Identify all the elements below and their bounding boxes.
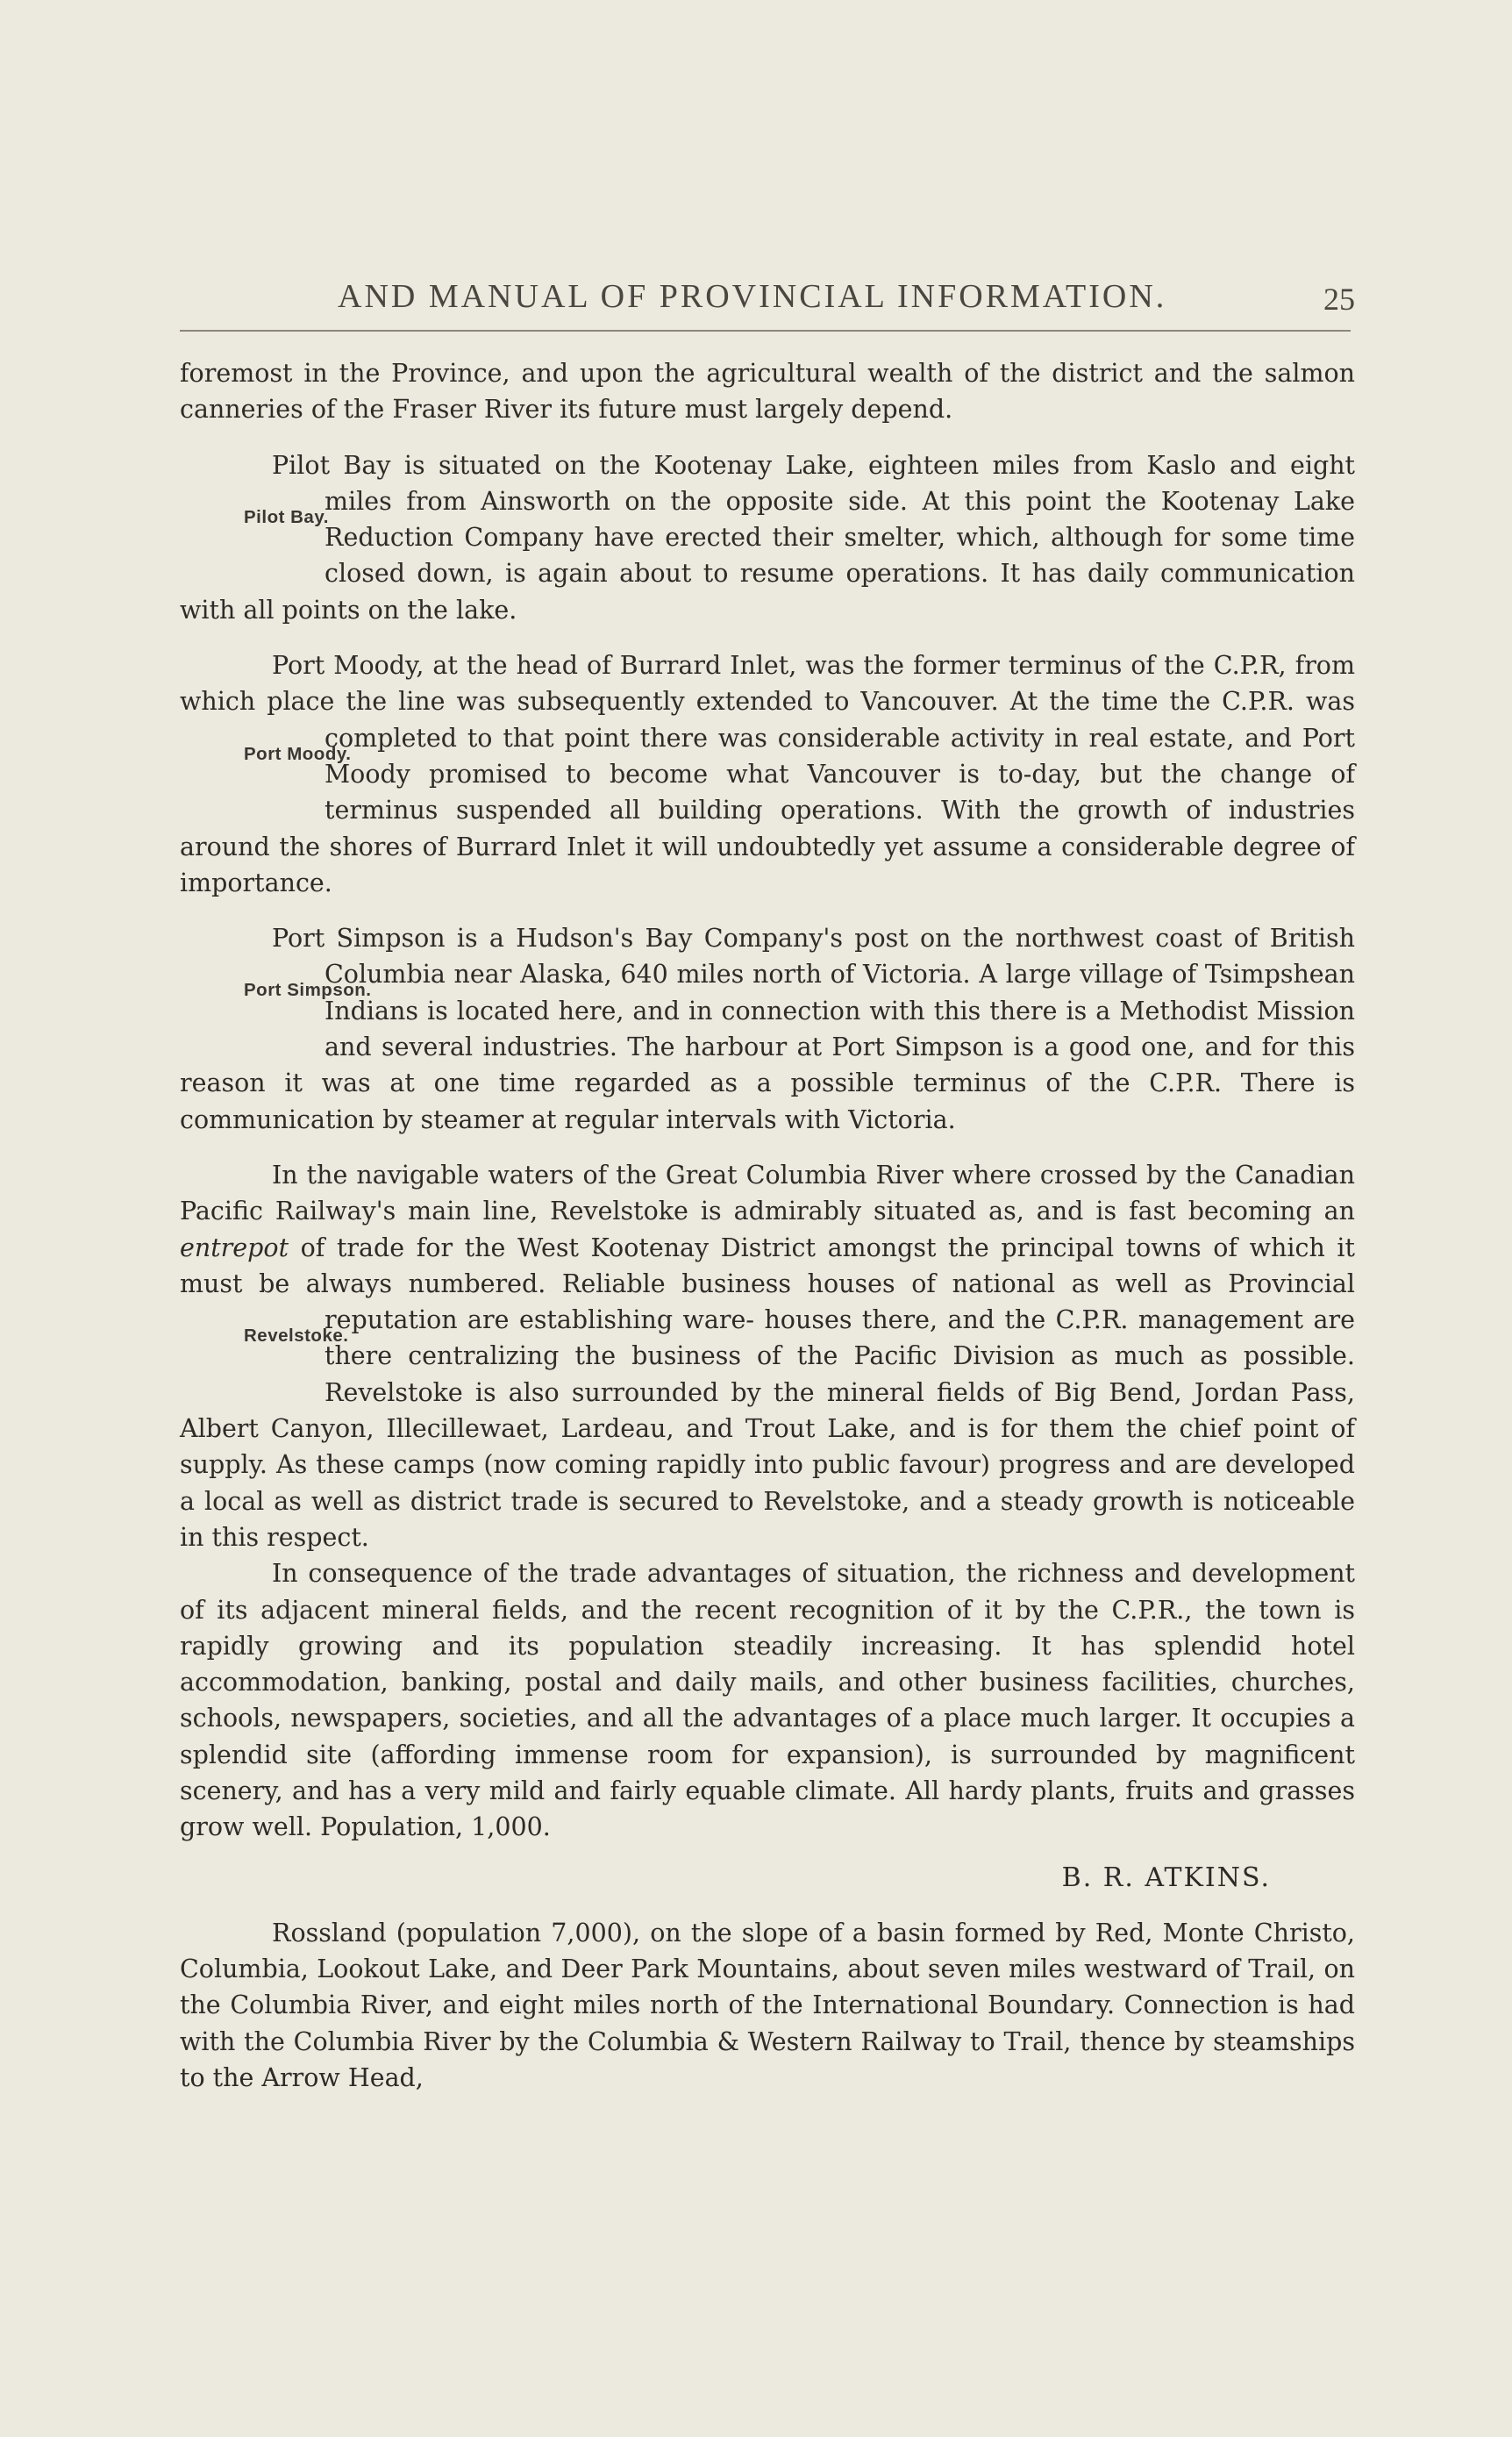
paragraph-revelstoke bbox=[180, 1157, 1355, 1555]
sidenote-box-pilot-bay bbox=[88, 483, 329, 556]
pilot-bay-rest-text: Lake Reduction Company have erected their smelter, which, although for some time closed down, is again about to resume operations. It has daily communication with all points on the lake. bbox=[180, 486, 1355, 625]
page-header bbox=[180, 270, 1355, 323]
pilot-bay-lead-text: Pilot Bay is situated on the Kootenay Lake, eighteen miles from Kaslo and eight miles from Ainsworth on the opposite side. At this point the Kootenay bbox=[272, 450, 1355, 516]
paragraph-fraser-continuation: foremost in the Province, and upon the agricultural wealth of the district and the salmon canneries of the Fraser River its future must largely depend. bbox=[180, 359, 1355, 425]
sidenote-port-moody: Port Moody. bbox=[244, 743, 352, 764]
revelstoke-lead-text-b: of trade for the West Kootenay District amongst the principal towns of which it must be always numbered. Reliable business houses of national as well as Provincial reputation are establishing ware- bbox=[180, 1233, 1355, 1335]
paragraph-port-moody bbox=[180, 647, 1355, 901]
author-signature: B. R. ATKINS. bbox=[1061, 1862, 1271, 1893]
sidenote-revelstoke: Revelstoke. bbox=[244, 1326, 349, 1347]
port-moody-rest-text: in real estate, and Port Moody promised to become what Vancouver is to-day, but the change of terminus suspended all building operations. With the growth of industries around the shores of Burrard Inlet it will undoubtedly yet assume a considerable degree of importance. bbox=[180, 723, 1356, 897]
sidenote-box-revelstoke bbox=[88, 1302, 349, 1375]
page-number: 25 bbox=[1323, 282, 1355, 317]
sidenote-box-port-simpson bbox=[88, 956, 372, 1029]
port-simpson-rest-text: Tsimpshean Indians is located here, and in connection with this there is a Methodist Mission and several industries. The harbour at Port Simpson is a good one, and for this reason it was at one time regarded as a possible terminus of the C.P.R. There is communication by steamer at regular intervals with Victoria. bbox=[180, 960, 1356, 1134]
header-rule bbox=[180, 330, 1351, 332]
body-text bbox=[180, 355, 1355, 2096]
running-head: AND MANUAL OF PROVINCIAL INFORMATION. bbox=[338, 278, 1167, 315]
port-moody-lead-text: Port Moody, at the head of Burrard Inlet, was the former terminus of the C.P.R, from which place the line was subsequently extended to Vancouver. At the time the C.P.R. was completed to that point there was considerable activity bbox=[180, 651, 1355, 753]
sidenote-box-port-moody bbox=[88, 720, 352, 793]
port-simpson-lead-text: Port Simpson is a Hudson's Bay Company's post on the northwest coast of British Columbia near Alaska, 640 miles north of Victoria. A large village of bbox=[272, 924, 1355, 990]
sidenote-pilot-bay: Pilot Bay. bbox=[244, 506, 329, 527]
paragraph-rossland: Rossland (population 7,000), on the slope of a basin formed by Red, Monte Christo, Columbia, Lookout Lake, and Deer Park Mountains, about seven miles westward of Trail, on the Columbia River, and eight miles north of the International Boundary. Connection is had with the Columbia River by the Columbia & Western Railway to Trail, thence by steamships to the Arrow Head, bbox=[180, 1918, 1355, 2093]
revelstoke-lead-text-a: In the navigable waters of the Great Columbia River where crossed by the Canadian Pacific Railway's main line, Revelstoke is admirably situated as, and is fast becoming an bbox=[180, 1160, 1355, 1226]
paragraph-port-simpson bbox=[180, 920, 1355, 1138]
revelstoke-rest-text: houses there, and the C.P.R. management are there centralizing the business of the Pacific Division as much as possible. Revelstoke is also surrounded by the mineral fields of Big Bend, Jordan Pass, Albert Canyon, Illecillewaet, Lardeau, and Trout Lake, and is for them the chief point of supply. As these camps (now coming rapidly into public favour) progress and are developed a local as well as district trade is secured to Revelstoke, and a steady growth is noticeable in this respect. bbox=[180, 1305, 1355, 1552]
revelstoke-italic-entrepot: entrepot bbox=[180, 1233, 289, 1262]
sidenote-port-simpson: Port Simpson. bbox=[244, 980, 372, 1001]
paragraph-pilot-bay bbox=[180, 447, 1355, 628]
paragraph-revelstoke-growth: In consequence of the trade advantages of situation, the richness and development of its adjacent mineral fields, and the recent recognition of it by the C.P.R., the town is rapidly growing and its population steadily increasing. It has splendid hotel accommodation, banking, postal and daily mails, and other business facilities, churches, schools, newspapers, societies, and all the advantages of a place much larger. It occupies a splendid site (affording immense room for expansion), is surrounded by magnificent scenery, and has a very mild and fairly equable climate. All hardy plants, fruits and grasses grow well. Population, 1,000. bbox=[180, 1559, 1355, 1842]
